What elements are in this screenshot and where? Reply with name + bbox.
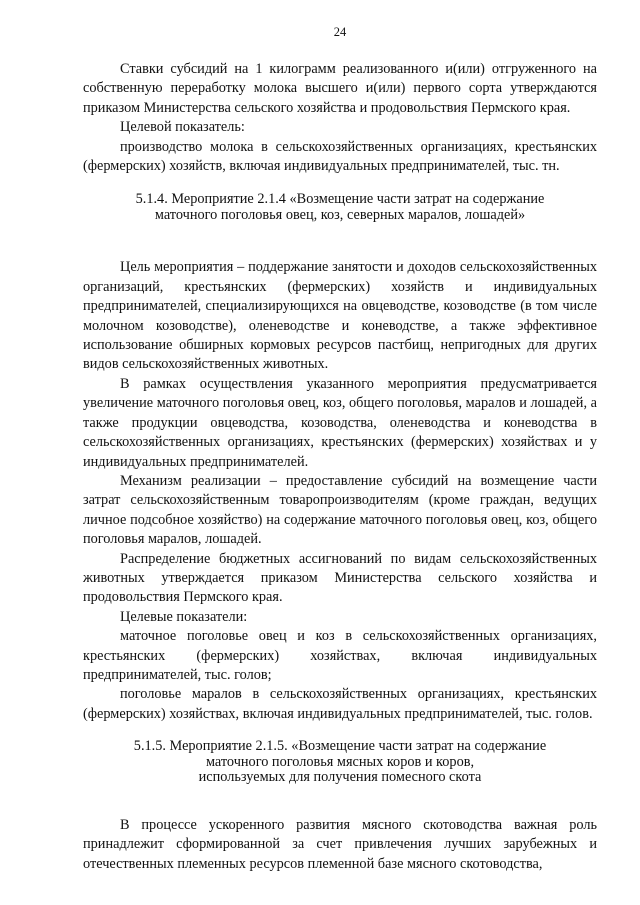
paragraph-indicator-sheep-goats: маточное поголовье овец и коз в сельскохозяйственных организациях, крестьянских (фермерских) хозяйствах, включая индивидуальных предпринимателей, тыс. голов; bbox=[83, 628, 597, 683]
section-heading-5-1-4-line2: маточного поголовья овец, коз, северных маралов, лошадей» bbox=[154, 206, 526, 223]
paragraph-subsidy-rates: Ставки субсидий на 1 килограмм реализованного и(или) отгруженного на собственную переработку молока высшего и(или) первого сорта утверждаются приказом Министерства сельского хозяйства и продовольствия Пермского края. bbox=[83, 61, 597, 116]
document-page bbox=[83, 24, 597, 874]
paragraph-indicator-marals: поголовье маралов в сельскохозяйственных организациях, крестьянских (фермерских) хозяйствах, включая индивидуальных предпринимателей, тыс. голов. bbox=[83, 686, 597, 722]
section-heading-5-1-5-line1: 5.1.5. Мероприятие 2.1.5. «Возмещение части затрат на содержание bbox=[133, 738, 547, 755]
paragraph-target-indicator-label: Целевой показатель: bbox=[120, 119, 245, 136]
paragraph-mechanism: Механизм реализации – предоставление субсидий на возмещение части затрат сельскохозяйственным товаропроизводителям (кроме граждан, ведущих личное подсобное хозяйство) на содержание маточного поголовья овец, коз, общего поголовья маралов, лошадей. bbox=[83, 472, 597, 548]
section-heading-5-1-4-line1: 5.1.4. Мероприятие 2.1.4 «Возмещение части затрат на содержание bbox=[135, 191, 545, 208]
paragraph-target-indicators-label: Целевые показатели: bbox=[120, 608, 248, 625]
page-number: 24 bbox=[333, 25, 347, 39]
paragraph-scope: В рамках осуществления указанного мероприятия предусматривается увеличение маточного поголовья овец, коз, общего поголовья, маралов и лошадей, а также продукции овцеводства, козоводства, оленеводства и коневодства в сельскохозяйственных организациях, крестьянских (фермерских) хозяйствах и у индивидуальных предпринимателей. bbox=[83, 375, 597, 470]
paragraph-budget-distribution: Распределение бюджетных ассигнований по видам сельскохозяйственных животных утверждается приказом Министерства сельского хозяйства и продовольствия Пермского края. bbox=[83, 550, 597, 606]
paragraph-milk-production: производство молока в сельскохозяйственных организациях, крестьянских (фермерских) хозяйств, включая индивидуальных предпринимателей, тыс. тн. bbox=[83, 138, 597, 175]
section-heading-5-1-5-line3: используемых для получения помесного скота bbox=[198, 769, 482, 786]
paragraph-beef-breeding: В процессе ускоренного развития мясного скотоводства важная роль принадлежит сформированной за счет привлечения лучших зарубежных и отечественных племенных ресурсов племенной базе мясного скотоводства, bbox=[83, 816, 597, 872]
section-heading-5-1-4 bbox=[83, 192, 597, 223]
section-heading-5-1-5 bbox=[83, 739, 597, 786]
paragraph-goal: Цель мероприятия – поддержание занятости и доходов сельскохозяйственных организаций, крестьянских (фермерских) хозяйств и индивидуальных предпринимателей, специализирующихся на овцеводстве, козоводстве (в том числе молочном козоводстве), оленеводстве и коневодстве, а также эффективное использование обширных кормовых ресурсов пастбищ, непригодных для других видов сельскохозяйственных животных. bbox=[83, 259, 597, 373]
section-heading-5-1-5-line2: маточного поголовья мясных коров и коров, bbox=[205, 753, 475, 770]
